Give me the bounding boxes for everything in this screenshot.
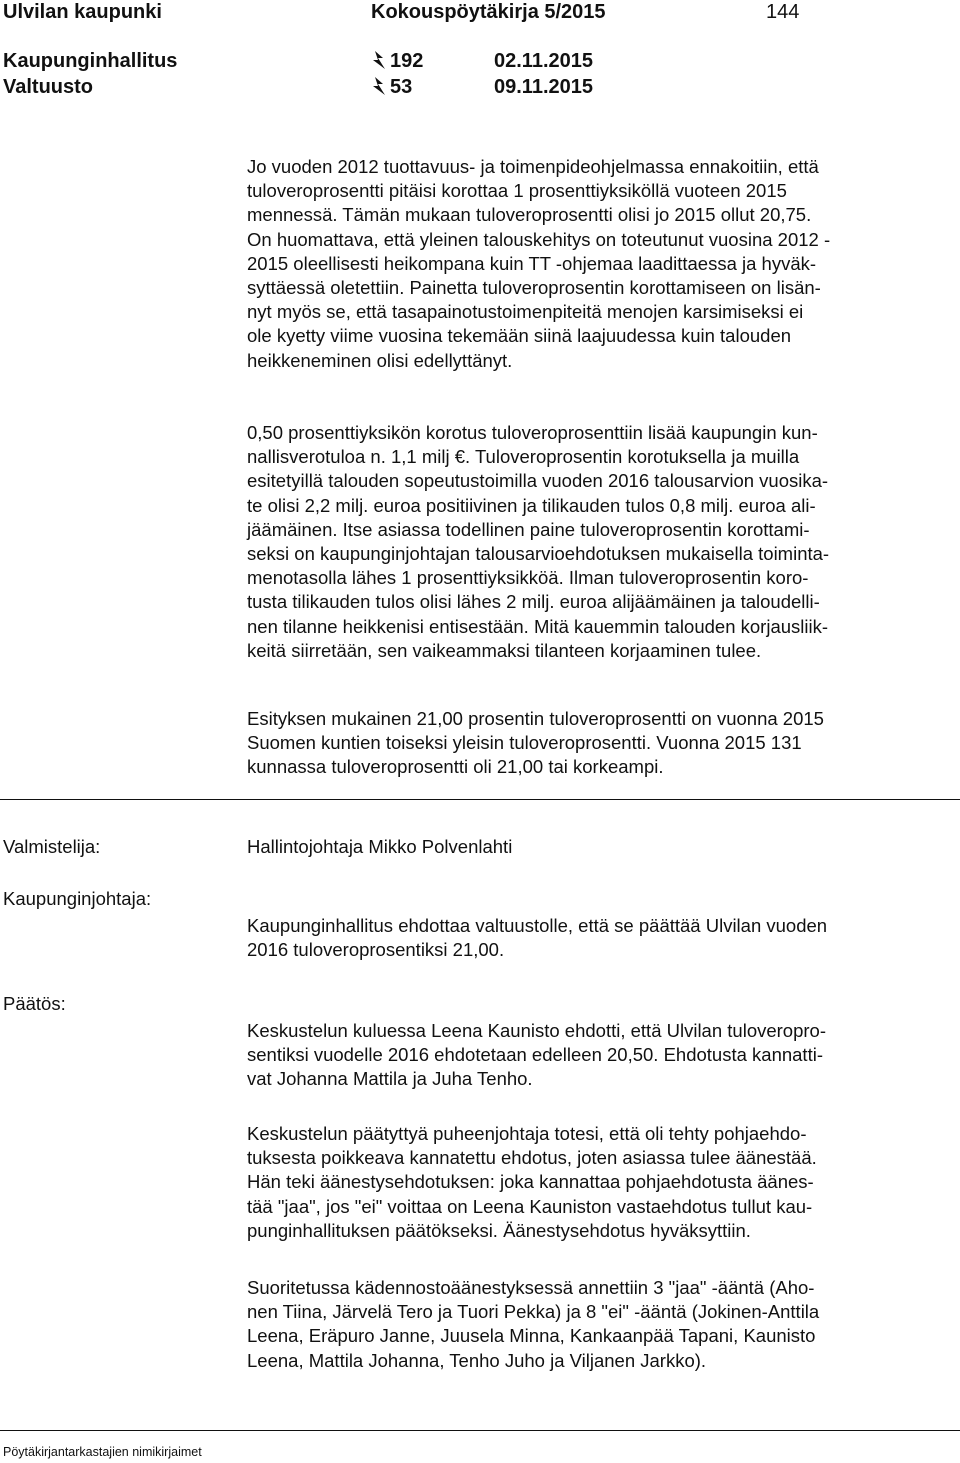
text-line: Hallintojohtaja Mikko Polvenlahti [247,836,513,857]
footer-divider [0,1430,960,1431]
text-line: 0,50 prosenttiyksikön korotus tuloveroprosenttiin lisää kaupungin kun- [247,422,818,443]
text-line: 2015 oleellisesti heikompana kuin TT -ohjemaa laadittaessa ja hyväk- [247,252,817,274]
mayor-label: Kaupunginjohtaja: [3,888,152,909]
body-name-board: Kaupunginhallitus [3,50,178,72]
body-name-council: Valtuusto [3,76,94,98]
text-line: Keskustelun päätyttyä puheenjohtaja totesi, että oli tehty pohjaehdo- [247,1123,807,1144]
preparer-label: Valmistelija: [3,836,101,857]
text-line: menotasolla lähes 1 prosenttiyksikköä. Ilman tuloveroprosentin koro- [247,567,809,589]
body-paragraph [247,707,953,780]
text-line: esitetyillä talouden sopeutustoimilla vuoden 2016 talousarvion vuosika- [247,470,829,492]
text-line: keitä siirretään, sen vaikeammaksi tilanteen korjaaminen tulee. [247,639,762,661]
text-line: nyt myös se, että tasapainotustoimenpiteitä menojen karsimiseksi ei [247,301,804,323]
text-line: te olisi 2,2 milj. euroa positiivinen ja tilikauden tulos 0,8 milj. euroa ali- [247,494,816,516]
decision-paragraph [247,1122,953,1243]
text-line: nen tilanne heikkenisi entisestään. Mitä kauemmin talouden korjausliik- [247,615,829,637]
municipality-name: Ulvilan kaupunki [3,1,162,23]
text-line: Leena, Eräpuro Janne, Juusela Minna, Kankaanpää Tapani, Kaunisto [247,1325,816,1347]
body-paragraph [247,421,953,663]
text-line: tuloveroprosentti pitäisi korottaa 1 prosenttiyksiköllä vuoteen 2015 [247,180,787,202]
text-line: Jo vuoden 2012 tuottavuus- ja toimenpideohjelmassa ennakoitiin, että [247,156,819,177]
text-line: punginhallituksen päätökseksi. Äänestysehdotus hyväksyttiin. [247,1219,751,1241]
text-line: vat Johanna Mattila ja Juha Tenho. [247,1068,533,1090]
section-number-council: 53 [390,76,413,98]
text-line: tää "jaa", jos "ei" voittaa on Leena Kauniston vastaehdotus tullut kau- [247,1195,813,1217]
text-line: On huomattava, että yleinen talouskehitys on toteutunut vuosina 2012 - [247,228,831,250]
decision-paragraph [247,1019,953,1092]
decision-paragraph [247,1276,953,1373]
section-number-board: 192 [390,50,424,72]
text-line: Suomen kuntien toiseksi yleisin tuloveroprosentti. Vuonna 2015 131 [247,732,802,754]
document-title: Kokouspöytäkirja 5/2015 [371,1,606,23]
text-line: nallisverotuloa n. 1,1 milj €. Tuloveroprosentin korotuksella ja muilla [247,446,800,468]
text-line: Keskustelun kuluessa Leena Kaunisto ehdotti, että Ulvilan tuloveropro- [247,1020,826,1041]
text-line: tuksesta poikkeava kannatettu ehdotus, joten asiassa tulee äänestää. [247,1147,817,1169]
text-line: nen Tiina, Järvelä Tero ja Tuori Pekka) ja 8 "ei" -ääntä (Jokinen-Anttila [247,1301,820,1323]
decision-label: Päätös: [3,993,66,1014]
text-line: 2016 tuloveroprosentiksi 21,00. [247,939,505,961]
page-number: 144 [766,1,800,23]
text-line: jäämäinen. Itse asiassa todellinen paine tuloveroprosentin korottami- [247,518,810,540]
text-line: kunnassa tuloveroprosentti oli 21,00 tai korkeampi. [247,756,664,778]
text-line: Suoritetussa kädennostoäänestyksessä annettiin 3 "jaa" -ääntä (Aho- [247,1277,815,1298]
meeting-date-board: 02.11.2015 [494,50,593,72]
preparer-value [247,835,953,859]
text-line: seksi on kaupunginjohtajan talousarvioehdotuksen mukaisella toiminta- [247,543,830,565]
text-line: Hän teki äänestysehdotuksen: joka kannattaa pohjaehdotusta äänes- [247,1171,814,1193]
signature-label: Pöytäkirjantarkastajien nimikirjaimet [3,1445,202,1459]
section-divider [0,799,960,800]
section-arrow-icon [372,76,388,96]
text-line: Leena, Mattila Johanna, Tenho Juho ja Viljanen Jarkko). [247,1349,707,1371]
meeting-date-council: 09.11.2015 [494,76,593,98]
text-line: sentiksi vuodelle 2016 ehdotetaan edelleen 20,50. Ehdotusta kannatti- [247,1044,823,1066]
body-paragraph [247,155,953,373]
text-line: Kaupunginhallitus ehdottaa valtuustolle, että se päättää Ulvilan vuoden [247,915,828,936]
text-line: ole kyetty viime vuosina tekemään siinä laajuudessa kuin talouden [247,325,792,347]
text-line: tusta tilikauden tulos olisi lähes 2 milj. euroa alijäämäinen ja taloudelli- [247,591,820,613]
mayor-proposal [247,914,953,962]
text-line: syttäessä oletettiin. Painetta tuloveroprosentin korottamiseen on lisän- [247,277,821,299]
text-line: Esityksen mukainen 21,00 prosentin tuloveroprosentti on vuonna 2015 [247,708,824,729]
section-arrow-icon [372,50,388,70]
text-line: heikkeneminen olisi edellyttänyt. [247,349,513,371]
text-line: mennessä. Tämän mukaan tuloveroprosentti olisi jo 2015 ollut 20,75. [247,204,812,226]
